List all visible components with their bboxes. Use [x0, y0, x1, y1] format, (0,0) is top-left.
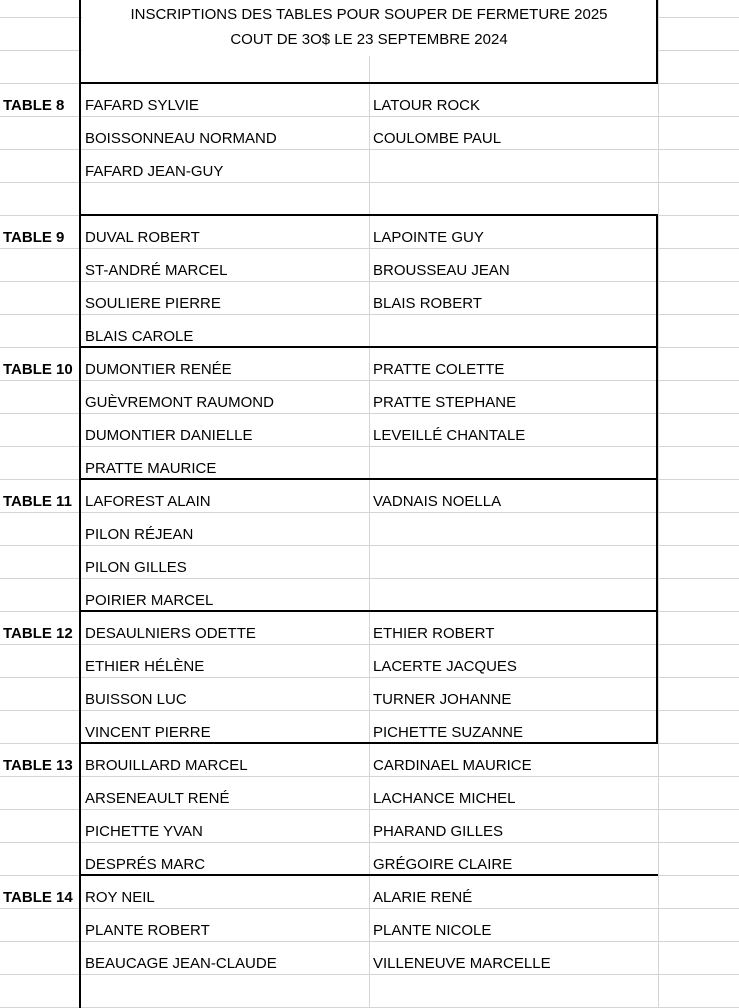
- guest-name[interactable]: BROUSSEAU JEAN: [373, 262, 510, 279]
- guest-name[interactable]: PICHETTE YVAN: [85, 823, 203, 840]
- table-label[interactable]: TABLE 12: [3, 625, 73, 642]
- sheet-title[interactable]: INSCRIPTIONS DES TABLES POUR SOUPER DE FERMETURE 2025: [82, 0, 656, 31]
- guest-name[interactable]: CARDINAEL MAURICE: [373, 757, 532, 774]
- guest-name[interactable]: ALARIE RENÉ: [373, 889, 473, 906]
- table-label[interactable]: TABLE 8: [3, 97, 65, 114]
- guest-name[interactable]: DESPRÉS MARC: [85, 856, 206, 873]
- left-border: [79, 0, 81, 1008]
- guest-name[interactable]: PRATTE STEPHANE: [373, 394, 517, 411]
- guest-name[interactable]: PICHETTE SUZANNE: [373, 724, 524, 741]
- guest-name[interactable]: SOULIERE PIERRE: [85, 295, 221, 312]
- guest-name[interactable]: VADNAIS NOELLA: [373, 493, 502, 510]
- guest-name[interactable]: PLANTE ROBERT: [85, 922, 210, 939]
- table-separator: [80, 214, 658, 216]
- guest-name[interactable]: ETHIER ROBERT: [373, 625, 495, 642]
- guest-name[interactable]: LACERTE JACQUES: [373, 658, 517, 675]
- table-separator: [80, 82, 658, 84]
- sheet-subtitle[interactable]: COUT DE 3O$ LE 23 SEPTEMBRE 2024: [82, 23, 656, 56]
- guest-name[interactable]: ETHIER HÉLÈNE: [85, 658, 205, 675]
- guest-name[interactable]: ST-ANDRÉ MARCEL: [85, 262, 228, 279]
- guest-name[interactable]: DUMONTIER RENÉE: [85, 361, 232, 378]
- guest-name[interactable]: PILON RÉJEAN: [85, 526, 194, 543]
- guest-name[interactable]: DESAULNIERS ODETTE: [85, 625, 256, 642]
- guest-name[interactable]: GRÉGOIRE CLAIRE: [373, 856, 513, 873]
- guest-name[interactable]: DUMONTIER DANIELLE: [85, 427, 253, 444]
- guest-name[interactable]: PRATTE COLETTE: [373, 361, 505, 378]
- guest-name[interactable]: POIRIER MARCEL: [85, 592, 214, 609]
- guest-name[interactable]: VILLENEUVE MARCELLE: [373, 955, 551, 972]
- guest-name[interactable]: VINCENT PIERRE: [85, 724, 211, 741]
- table-label[interactable]: TABLE 11: [3, 493, 72, 510]
- table-label[interactable]: TABLE 9: [3, 229, 65, 246]
- guest-name[interactable]: ARSENEAULT RENÉ: [85, 790, 230, 807]
- guest-name[interactable]: TURNER JOHANNE: [373, 691, 512, 708]
- table-label[interactable]: TABLE 13: [3, 757, 73, 774]
- guest-name[interactable]: BEAUCAGE JEAN-CLAUDE: [85, 955, 277, 972]
- guest-name[interactable]: BLAIS CAROLE: [85, 328, 194, 345]
- guest-name[interactable]: BOISSONNEAU NORMAND: [85, 130, 277, 147]
- guest-name[interactable]: COULOMBE PAUL: [373, 130, 502, 147]
- column-gridline: [658, 0, 659, 1008]
- guest-name[interactable]: ROY NEIL: [85, 889, 155, 906]
- guest-name[interactable]: PILON GILLES: [85, 559, 187, 576]
- guest-name[interactable]: GUÈVREMONT RAUMOND: [85, 394, 274, 411]
- guest-name[interactable]: PHARAND GILLES: [373, 823, 504, 840]
- guest-name[interactable]: BLAIS ROBERT: [373, 295, 482, 312]
- guest-name[interactable]: PLANTE NICOLE: [373, 922, 492, 939]
- guest-name[interactable]: FAFARD JEAN-GUY: [85, 163, 224, 180]
- guest-name[interactable]: LATOUR ROCK: [373, 97, 480, 114]
- guest-name[interactable]: LACHANCE MICHEL: [373, 790, 516, 807]
- column-gridline: [369, 0, 370, 1008]
- guest-name[interactable]: LAPOINTE GUY: [373, 229, 484, 246]
- guest-name[interactable]: PRATTE MAURICE: [85, 460, 217, 477]
- guest-name[interactable]: LAFOREST ALAIN: [85, 493, 211, 510]
- guest-name[interactable]: FAFARD SYLVIE: [85, 97, 199, 114]
- table-label[interactable]: TABLE 14: [3, 889, 73, 906]
- guest-name[interactable]: DUVAL ROBERT: [85, 229, 200, 246]
- header-right-border: [656, 0, 658, 84]
- guest-name[interactable]: LEVEILLÉ CHANTALE: [373, 427, 526, 444]
- guest-name[interactable]: BUISSON LUC: [85, 691, 187, 708]
- table-label[interactable]: TABLE 10: [3, 361, 73, 378]
- guest-name[interactable]: BROUILLARD MARCEL: [85, 757, 248, 774]
